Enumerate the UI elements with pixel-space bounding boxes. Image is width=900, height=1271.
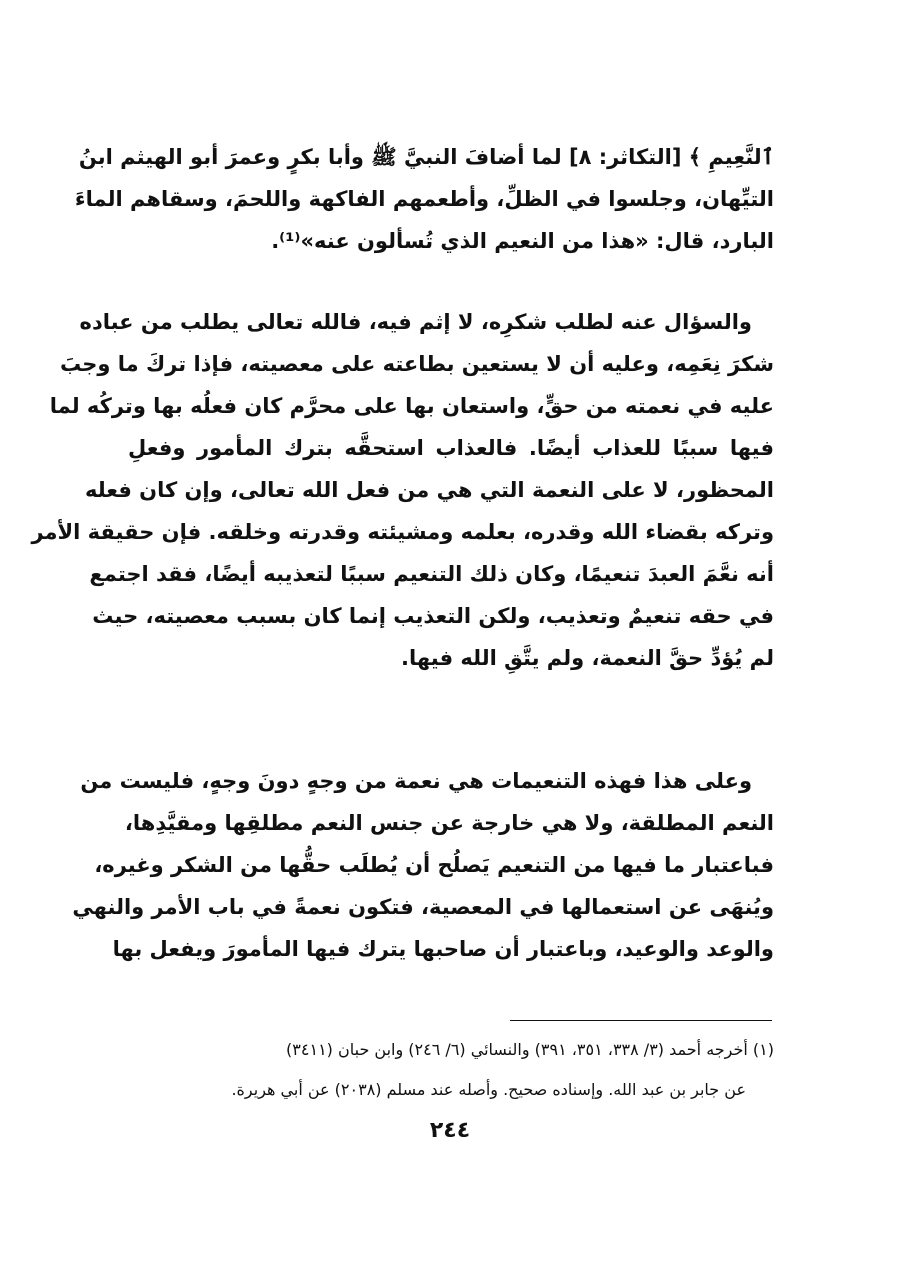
- text-line: شكرَ نِعَمِه، وعليه أن لا يستعين بطاعته على معصيته، فإذا تركَ ما وجبَ: [60, 352, 774, 376]
- footnote-separator: [510, 1020, 772, 1021]
- text-line: عليه في نعمته من حقٍّ، واستعان بها على محرَّم كان فعلُه بها وتركُه لما: [49, 394, 774, 418]
- footnote-line: (١) أخرجه أحمد (٣/ ٣٣٨، ٣٥١، ٣٩١) والنسائي (٦/ ٢٤٦) وابن حبان (٣٤١١): [286, 1040, 774, 1059]
- text-line: لم يُؤدِّ حقَّ النعمة، ولم يتَّقِ الله فيها.: [401, 646, 774, 670]
- text-line: فيها سببًا للعذاب أيضًا. فالعذاب استحقَّه بترك المأمور وفعلِ: [128, 436, 774, 460]
- text-line: ٱلنَّعِيمِ ﴾ [التكاثر: ٨] لما أضافَ النبيَّ ﷺ وأبا بكرٍ وعمرَ أبو الهيثم ابنُ: [78, 145, 774, 169]
- text-line: المحظور، لا على النعمة التي هي من فعل الله تعالى، وإن كان فعله: [84, 478, 774, 502]
- text-line: البارد، قال: «هذا من النعيم الذي تُسألون عنه»⁽¹⁾.: [271, 229, 774, 253]
- text-line: فباعتبار ما فيها من التنعيم يَصلُح أن يُطلَب حقُّها من الشكر وغيره،: [94, 853, 774, 877]
- text-line: والسؤال عنه لطلب شكرِه، لا إثم فيه، فالله تعالى يطلب من عباده: [79, 310, 752, 334]
- text-line: في حقه تنعيمٌ وتعذيب، ولكن التعذيب إنما كان بسبب معصيته، حيث: [92, 604, 774, 628]
- text-line: وتركه بقضاء الله وقدره، بعلمه ومشيئته وقدرته وخلقه. فإن حقيقة الأمر: [31, 520, 774, 544]
- text-line: وعلى هذا فهذه التنعيمات هي نعمة من وجهٍ دونَ وجهٍ، فليست من: [80, 769, 752, 793]
- page-number: ٢٤٤: [429, 1118, 471, 1143]
- text-line: أنه نعَّمَ العبدَ تنعيمًا، وكان ذلك التنعيم سببًا لتعذيبه أيضًا، فقد اجتمع: [89, 562, 774, 586]
- text-line: التيِّهان، وجلسوا في الظلِّ، وأطعمهم الفاكهة واللحمَ، وسقاهم الماءَ: [74, 187, 774, 211]
- text-line: والوعد والوعيد، وباعتبار أن صاحبها يترك فيها المأمورَ ويفعل بها: [112, 937, 774, 961]
- text-line: ويُنهَى عن استعمالها في المعصية، فتكون نعمةً في باب الأمر والنهي: [72, 895, 774, 919]
- text-line: النعم المطلقة، ولا هي خارجة عن جنس النعم مطلقِها ومقيَّدِها،: [124, 811, 774, 835]
- footnote-line: عن جابر بن عبد الله. وإسناده صحيح. وأصله عند مسلم (٢٠٣٨) عن أبي هريرة.: [231, 1080, 746, 1099]
